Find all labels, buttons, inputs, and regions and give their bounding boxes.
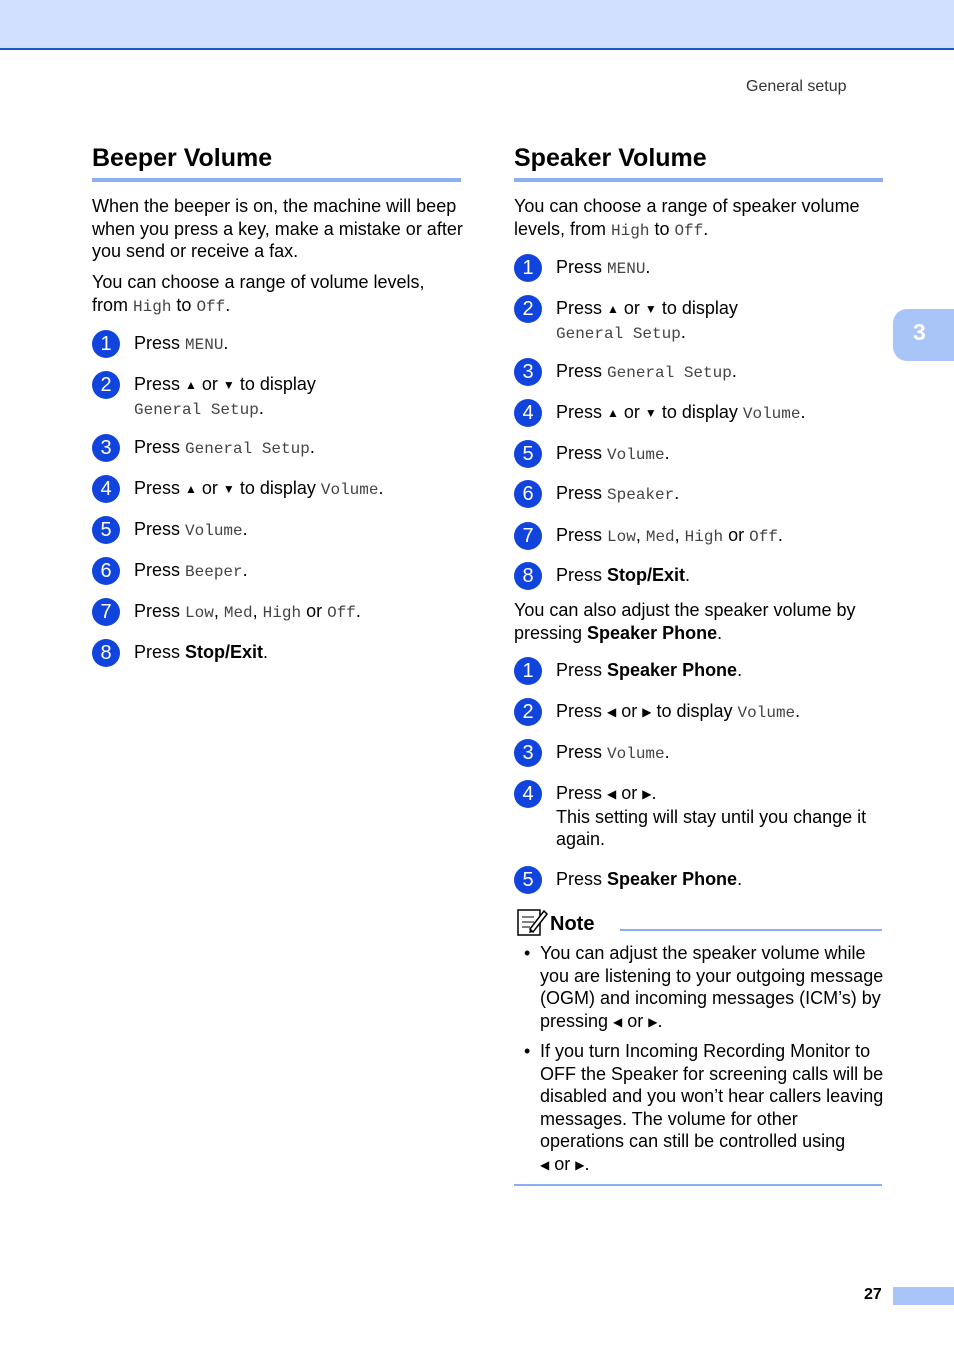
step-number-badge: 3 — [514, 358, 542, 386]
step-number-badge: 5 — [514, 440, 542, 468]
step-number-badge: 7 — [92, 598, 120, 626]
running-header: General setup — [746, 78, 847, 95]
step-number-badge: 1 — [514, 254, 542, 282]
right-arrow-icon: ▶ — [642, 787, 652, 801]
right-arrow-icon: ▶ — [642, 705, 652, 719]
speaker-phone-intro: You can also adjust the speaker volume by pressing Speaker Phone. — [514, 600, 856, 643]
step-number-badge: 6 — [92, 557, 120, 585]
left-arrow-icon: ◀ — [607, 705, 617, 719]
step-number-badge: 5 — [514, 866, 542, 894]
step-number-badge: 1 — [92, 330, 120, 358]
speaker-intro: You can choose a range of speaker volume levels, from High to Off. — [514, 196, 860, 240]
beeper-intro: When the beeper is on, the machine will beep when you press a key, make a mistake or after you send or receive a fax. — [92, 196, 463, 261]
left-arrow-icon: ◀ — [613, 1014, 623, 1029]
up-arrow-icon: ▲ — [185, 482, 197, 496]
beeper-volume-heading: Beeper Volume — [92, 144, 273, 172]
up-arrow-icon: ▲ — [185, 378, 197, 392]
note-item-2: If you turn Incoming Recording Monitor to OFF the Speaker for screening calls will be disabled and you won’t hear callers leaving messages. The volume for other operations can still be controlled using ◀ or ▶. — [540, 1041, 884, 1174]
note-pencil-icon — [516, 907, 548, 937]
page-number-tab — [893, 1287, 954, 1305]
beeper-range-text: You can choose a range of volume levels, from High to Off. — [92, 272, 425, 316]
step-number-badge: 4 — [514, 399, 542, 427]
chapter-number: 3 — [913, 319, 926, 345]
note-end-rule — [514, 1184, 882, 1186]
right-arrow-icon: ▶ — [575, 1157, 585, 1172]
step-number-badge: 3 — [514, 739, 542, 767]
step-number-badge: 6 — [514, 480, 542, 508]
bullet-marker: • — [524, 1041, 531, 1061]
step-number-badge: 2 — [514, 295, 542, 323]
step-number-badge: 8 — [92, 639, 120, 667]
left-arrow-icon: ◀ — [607, 787, 617, 801]
step-number-badge: 2 — [514, 698, 542, 726]
heading-rule — [92, 178, 461, 182]
note-item-1: You can adjust the speaker volume while you are listening to your outgoing message (OGM) and incoming messages (ICM’s) by pressing ◀ or ▶. — [540, 943, 884, 1031]
down-arrow-icon: ▼ — [222, 378, 235, 392]
chapter-tab — [893, 309, 954, 361]
note-title: Note — [550, 913, 595, 935]
step-number-badge: 5 — [92, 516, 120, 544]
step-number-badge: 4 — [514, 780, 542, 808]
step-number-badge: 8 — [514, 562, 542, 590]
down-arrow-icon: ▼ — [644, 302, 657, 316]
up-arrow-icon: ▲ — [607, 406, 619, 420]
step-number-badge: 2 — [92, 371, 120, 399]
heading-rule — [514, 178, 883, 182]
left-arrow-icon: ◀ — [540, 1157, 550, 1172]
down-arrow-icon: ▼ — [644, 406, 657, 420]
top-banner — [0, 0, 954, 50]
step-number-badge: 3 — [92, 434, 120, 462]
step-number-badge: 7 — [514, 522, 542, 550]
down-arrow-icon: ▼ — [222, 482, 235, 496]
right-arrow-icon: ▶ — [648, 1014, 658, 1029]
step-number-badge: 1 — [514, 657, 542, 685]
speaker-volume-heading: Speaker Volume — [514, 144, 707, 172]
up-arrow-icon: ▲ — [607, 302, 619, 316]
page-number: 27 — [864, 1286, 882, 1303]
step-number-badge: 4 — [92, 475, 120, 503]
bullet-marker: • — [524, 943, 531, 963]
note-rule — [620, 929, 882, 931]
